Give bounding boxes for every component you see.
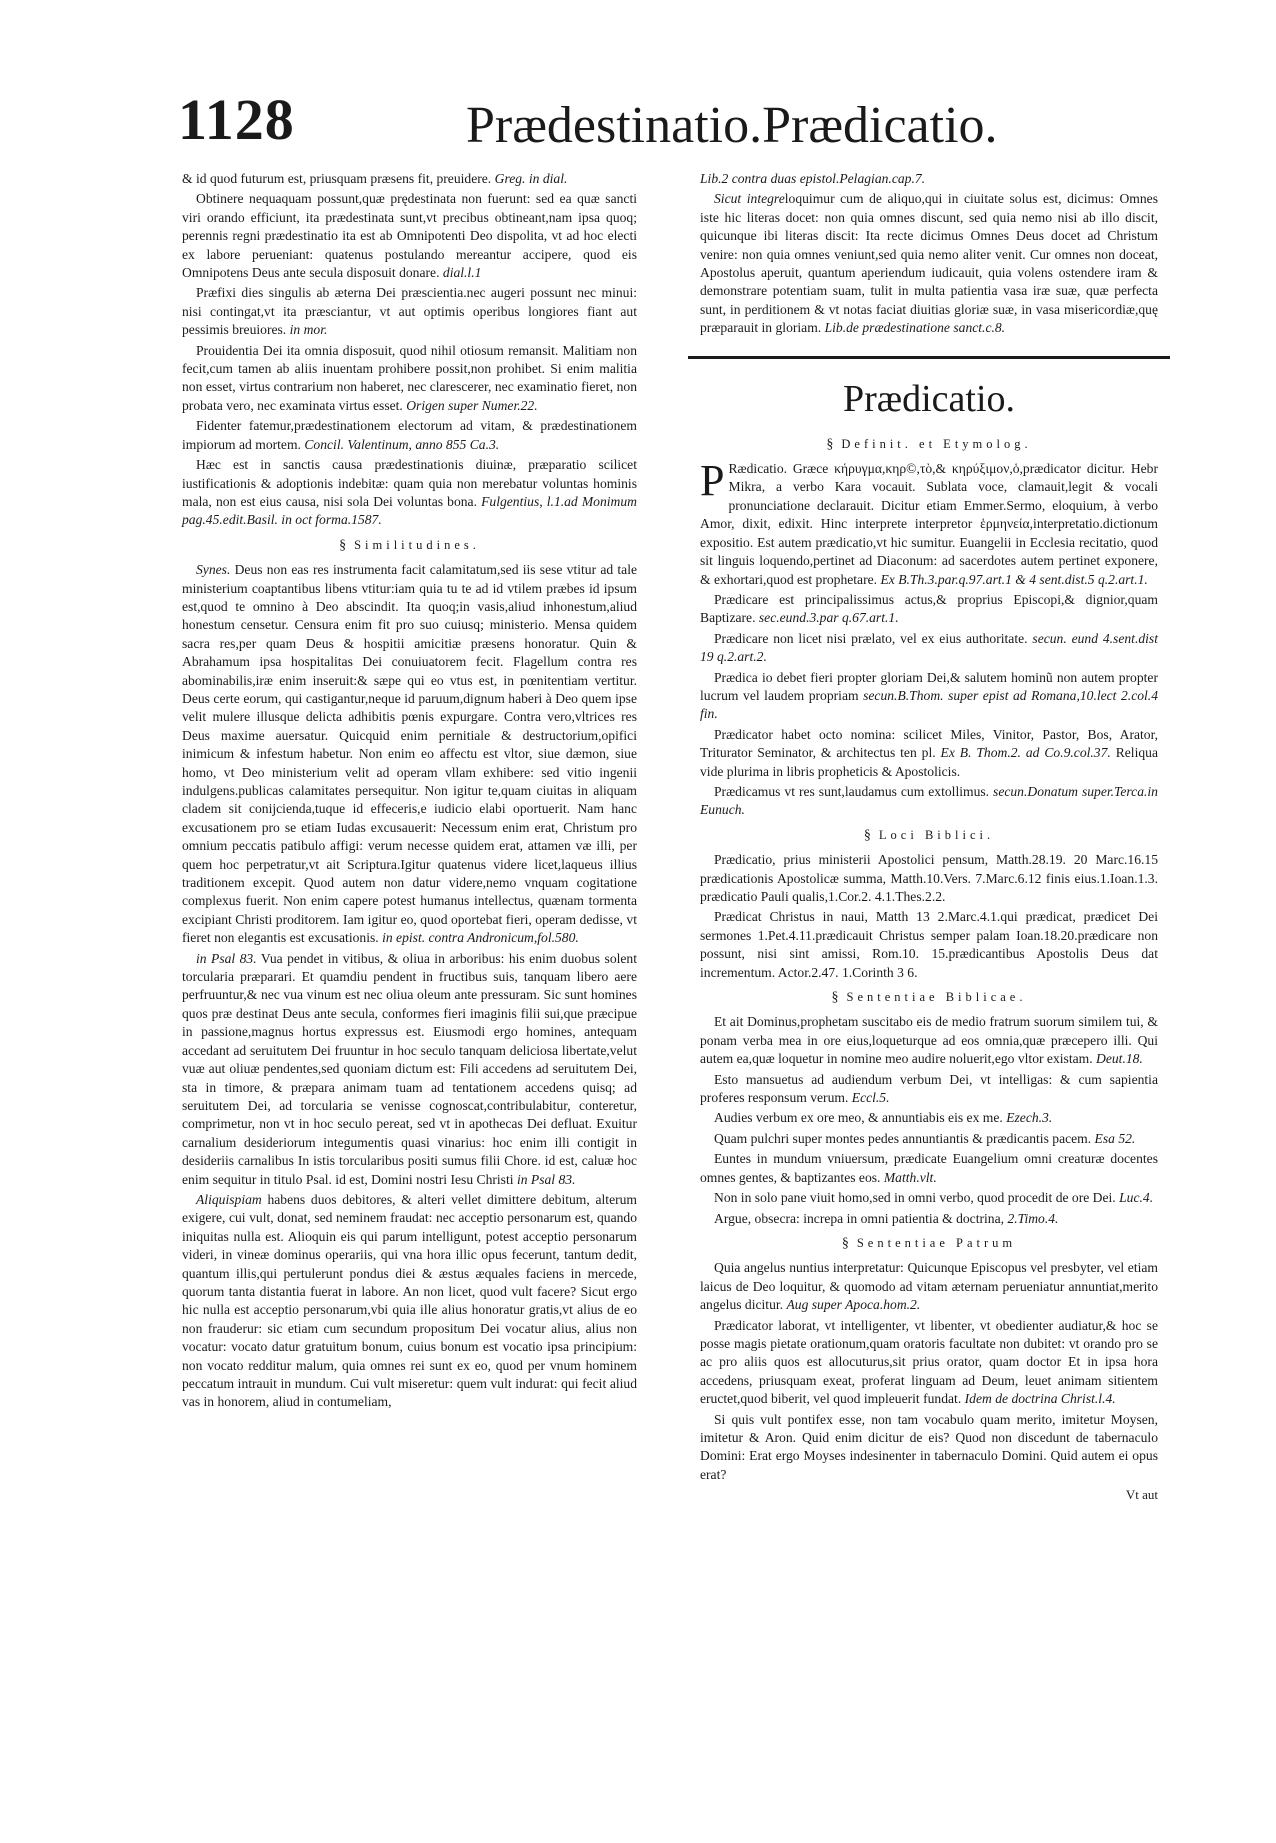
citation: Concil. Valentinum, anno 855 Ca.3.: [304, 436, 500, 452]
paragraph: Prædica io debet fieri propter gloriam Dei,& salutem hominũ non autem propter lucrum vel laudem propriam secun.B.Thom. super epist ad Romana,10.lect 2.col.4 fin.: [700, 669, 1158, 722]
section-mark-icon: §: [831, 990, 839, 1006]
paragraph: Obtinere nequaquam possunt,quæ prędestinata non fuerunt: sed ea quæ sancti viri orando efficiunt, ita prædestinata sunt,vt precibus obtineant,nam ipsa quoq; perennis regni prædestinatio ita est ab Omnipotenti Deo dispolita, vt ad hoc electi ex labore perueniant: quatenus postulando mereantur accipere, quod eis Omnipotens Deus ante secula disposuit donare. dial.l.1: [182, 191, 637, 281]
citation: Greg. in dial.: [494, 171, 568, 186]
citation: Ezech.3.: [1006, 1110, 1053, 1126]
citation: in epist. contra Andronicum,fol.580.: [382, 930, 579, 946]
section-heading: § Sententiae Biblicae.: [831, 990, 1027, 1006]
drop-cap: P: [700, 456, 725, 506]
citation: Fulgentius, l.1.ad Monimum pag.45.edit.Basil. in oct forma.1587.: [182, 493, 637, 528]
paragraph: Synes. Deus non eas res instrumenta facit calamitatum,sed iis sese vtitur ad tale ministerium coaptantibus libens vtitur:iam quia tu te ad id vtilem præbes id ipsum est,quod te omnino à Deo abscindit. Ita quoq;in vasis,aliud inhonestum,aliud honestum censetur. Censura enim fit pro suo cuiusq; ministerio. Mensa quidem sacra res,per quam Deus & hospitii amicitiæ præsens honoratur. Quin & Abrahamum ipsa hospitalitas Dei conuiuatorem fecit. Flagellum contra res abominabilis,iræ enim inseruit:& sæpe qui eo vtus est, in pœnitentiam vertitur. Deus certe eorum, qui castigantur,neque id paruum,dignum haberi à Deo quem ipse velit mulere illusque delicta adhibitis pœnis expurgare. Contra vero,vltrices res Deus maxime auersatur. Quicquid enim pernitiale & destructorium,opifici inimicum & infestum habetur. Non enim eo affectu est vltor, siue dæmon, siue homo, vt Deo ministerium velit ad operam vllam exhibere: sed vitio ingenii indulgens.publicas calamitates persequitur. Non igitur te,quam ciuitas in aliquam cladem sit conijcienda,tuque id effeceris,e iudicio elabi oportuerit. Nam hanc excusationem pro se etiam Iudas excusauerit: Necessum enim erat, Christum pro omnium peccatis patibulo affigi: verum necesse quidem erat, attamen væ illi, per quem hoc perpetratur,vt ait Scriptura.Igitur quatenus videre licet,laqueus illius traditionem excepit. Quod autem non datur videre,nemo vnquam cogitatione complexus fuerit. Non enim capere potest humanus intellectus, quænam tormenta excipiant Christi proditorem. Iam igitur eo, quod oportebat fieri, operam dedisse, vt fieret non elegantis est excusationis. in epist. contra Andronicum,fol.580.: [182, 562, 638, 946]
paragraph: Si quis vult pontifex esse, non tam vocabulo quam merito, imitetur Moysen, imitetur & Aron. Quid enim dicitur de eis? Quod non discedunt de tabernaculo Domini: Erat ergo Moyses indesinenter in tabernaculo Domini. Quid autem ei opus erat?: [700, 1411, 1158, 1482]
catchword: Vt aut: [1125, 1487, 1158, 1503]
section-mark-icon: §: [339, 537, 347, 553]
paragraph: Argue, obsecra: increpa in omni patientia & doctrina, 2.Timo.4.: [714, 1210, 1059, 1226]
paragraph: Sicut integreloquimur cum de aliquo,qui in ciuitate solus est, dicimus: Omnes iste hic literas docet: non quia omnes discunt, sed quia nemo nisi ab illo discit, quicunque ibi literas discit: Ita recte dicimus Omnes Deus docet ad Christum venire: non quia omnes veniunt,sed quia nemo aliter venit. Cur omnes non doceat, Apostolus aperuit, quantum aperiendum iudicauit, quia volens ostendere iram & demonstrare potentiam suam, tulit in multa patientia vasa iræ suæ, quæ perfecta sunt, in perditionem & vt notas faciat diuitias gloriæ suæ, in vasa misericordiæ,quę præparauit in gloriam. Lib.de prædestinatione sanct.c.8.: [700, 191, 1158, 336]
section-heading: § Loci Biblici.: [863, 827, 995, 843]
citation: Esa 52.: [1094, 1130, 1136, 1146]
citation: Sicut integre: [714, 191, 785, 207]
citation: Idem de doctrina Christ.l.4.: [964, 1391, 1116, 1407]
page-number: 1128: [178, 87, 295, 152]
paragraph: Fidenter fatemur,prædestinationem electorum ad vitam, & prædestinationem impiorum ad mortem. Concil. Valentinum, anno 855 Ca.3.: [182, 418, 637, 452]
section-divider: [688, 356, 1170, 359]
article-title: Prædicatio.: [842, 377, 1016, 420]
section-mark-icon: §: [826, 436, 834, 452]
citation: in mor.: [289, 322, 328, 338]
citation: Eccl.5.: [851, 1090, 890, 1106]
citation: secun.B.Thom. super epist ad Romana,10.lect 2.col.4 fin.: [700, 687, 1158, 722]
section-mark-icon: §: [863, 827, 871, 843]
citation: in Psal 83.: [196, 950, 257, 966]
citation: secun.Donatum super.Terca.in Eunuch.: [700, 783, 1158, 818]
citation: Ex B. Thom.2. ad Co.9.col.37.: [940, 745, 1111, 761]
paragraph: P Rædicatio. Græce κήρυγμα,κηρ©,τὸ,& κηρύξιμον,ὁ,prædicator dicitur. Hebr Mikra, a verbo Kara vocauit. Sublata voce, clamauit,legit & vocali pronunciatione declarauit. Dicitur etiam Emmer.Sermo, eloquium, à verbo Amor, dixit, edixit. Hinc interprete interpretor ἑρμηνεία,interpretatio.dictionum expositio. Est autem prædicatio,vt hic sumitur. Euangelii in Ecclesia recitatio, quod sit linguis loquendo,pertinet ad Diaconum: ad sacerdotes autem pertinet exponere, & exhortari,quod est prophetare. Ex B.Th.3.par.q.97.art.1 & 4 sent.dist.5 q.2.art.1.: [700, 456, 1158, 587]
citation: Deut.18.: [1096, 1051, 1143, 1067]
citation: Synes.: [196, 562, 231, 578]
paragraph: Præfixi dies singulis ab æterna Dei præscientia.nec augeri possunt nec minui: nisi contingat,vt ita præsciantur, vt aut optimis operibus longiores fiant aut pessimis breuiores. in mor.: [182, 285, 637, 338]
section-heading: § Definit. et Etymolog.: [826, 436, 1032, 452]
paragraph: Prouidentia Dei ita omnia disposuit, quod nihil otiosum remansit. Malitiam non fecit,cum tamen ab aliis inuentam prohibere possit,non prohibet. Si enim malitia non esset, virtus contrarium non haberet, nec clarescerer, nec examinatio fieret, non probata vero, nec examinata virtus esset. Origen super Numer.22.: [182, 342, 637, 413]
paragraph: Non in solo pane viuit homo,sed in omni verbo, quod procedit de ore Dei. Luc.4.: [714, 1190, 1154, 1206]
paragraph: Euntes in mundum vniuersum, prædicate Euangelium omni creaturæ docentes omnes gentes, & baptizantes eos. Matth.vlt.: [700, 1151, 1158, 1185]
paragraph: Esto mansuetus ad audiendum verbum Dei, vt intelligas: & cum sapientia proferes responsum verum. Eccl.5.: [700, 1071, 1158, 1106]
citation: Matth.vlt.: [883, 1169, 937, 1185]
paragraph: [700, 170, 1158, 188]
section-heading: § Similitudines.: [339, 537, 480, 553]
citation: in Psal 83.: [516, 1171, 576, 1187]
citation: Lib.2 contra duas epistol.Pelagian.cap.7.: [700, 171, 926, 186]
citation: Origen super Numer.22.: [406, 397, 538, 413]
paragraph: Audies verbum ex ore meo, & annuntiabis eis ex me. Ezech.3.: [714, 1110, 1053, 1126]
paragraph: Prædicamus vt res sunt,laudamus cum extollimus. secun.Donatum super.Terca.in Eunuch.: [700, 783, 1158, 818]
citation: secun. eund 4.sent.dist 19 q.2.art.2.: [700, 630, 1158, 665]
paragraph: Prædicare non licet nisi prælato, vel ex eius authoritate. secun. eund 4.sent.dist 19 q.2.art.2.: [700, 630, 1158, 665]
paragraph: Hæc est in sanctis causa prædestinationis diuinæ, præparatio scilicet iustificationis & adoptionis indebitæ: quam quia non merebatur voluntas hominis mala, non est eius causa, nisi sola Dei voluntas bona. Fulgentius, l.1.ad Monimum pag.45.edit.Basil. in oct forma.1587.: [182, 457, 637, 528]
section-mark-icon: §: [841, 1235, 849, 1251]
citation: dial.l.1: [442, 265, 482, 281]
paragraph: Prædicare est principalissimus actus,& proprius Episcopi,& dignior,quam Baptizare. sec.eund.3.par q.67.art.1.: [700, 591, 1158, 626]
paragraph: in Psal 83. Vua pendet in vitibus, & oliua in arboribus: his enim duobus solent torcularia præparari. Et quamdiu pendent in fructibus suis, tanquam libero aere perfruuntur,& nec vua vinum est nec oliua oleum ante pressuram. Sic sunt homines quos præ destinat Deus ante secula, conformes fieri imaginis filii sui,que præcipue in passione,magnus hortus expressus est. Eiusmodi ergo homines, antequam accedant ad seruitutem Dei fruuntur in hoc seculo tanquam deliciosa libertate,velut vuæ aut oliuæ pendentes,sed quoniam dictum est: Fili accedens ad seruitutem Dei, sta in timore, & præpara animam tuam ad tentationem accedens quisq; ad seruitutem Dei, ad torcularia se venisse cognoscat,contribulabitur, conteretur, comprimetur, non vt in hoc seculo pereat, sed vt in apothecas Dei defluat. Exuitur carnalium desideriorum integumentis quasi vinarius: hoc enim illi contigit in desideriis carnalibus In istis torcularibus positi sumus filii Chore. id est, caluæ hoc enim sequitur in titulo Psal. id est, Domini nostri Iesu Christi in Psal 83.: [182, 950, 637, 1187]
citation: Aliquispiam: [196, 1191, 262, 1207]
paragraph: Aliquispiam habens duos debitores, & alteri vellet dimittere debitum, alterum exigere, cui vult, donat, sed neminem fraudat: nec acceptio personarum est, quando iniquitas nulla est. Alioquin eis qui parum intelligunt, potest acceptio personarum videri, in vineæ dominus operariis, qui vna hora illic opus fecerunt, tantum dedit, quantum illis,qui pertulerunt pondus diei & æstus æquales faciens in mercede, quorum tanta distantia fuerat in labore. An non licet, quod vult facere? Sicut ergo hic nulla est acceptio personarum,vbi quia ille alius honoratur gratis,vt alius de eo non frauderur: sic etiam cum secundum propositum Dei vocatur alius, alius non vocatur: vocato datur gratuitum bonum, cuius bonum est vocatio ipsa principium: non vocato redditur malum, quia omnes rei sunt ex eo, quod per vnum hominem peccatum intrauit in mundum. Cui vult miseretur: quem vult indurat: qui fecit aliud vas in honorem, aliud in contumeliam,: [182, 1191, 637, 1410]
right-column: [700, 170, 1158, 1505]
citation: Lib.de prædestinatione sanct.c.8.: [824, 320, 1006, 336]
section-heading: § Sententiae Patrum: [841, 1235, 1017, 1251]
paragraph: Prædicat Christus in naui, Matth 13 2.Marc.4.1.qui prædicat, prædicet Dei sermones 1.Pet.4.11.prædicauit Christus semper palam Ioan.18.20.prædicare non possunt, nisi sint amissi, Rom.10. 15.prædicantibus Apostolis Deus dat incrementum. Actor.2.47. 1.Corinth 3 6.: [700, 909, 1158, 980]
paragraph: Quia angelus nuntius interpretatur: Quicunque Episcopus vel presbyter, vel etiam laicus de Deo loquitur, & quomodo ad vitam æternam perueniatur annuntiat,merito angelus dicitur. Aug super Apoca.hom.2.: [700, 1260, 1158, 1313]
paragraph: Et ait Dominus,prophetam suscitabo eis de medio fratrum suorum similem tui, & ponam verba mea in ore eius,loqueturque ad eos omnia,quæ præcepero illi. Qui autem ea,quæ loquetur in nomine meo audire noluerit,ego vltor existam. Deut.18.: [700, 1014, 1158, 1067]
left-column: [182, 170, 637, 1414]
paragraph: Prædicatio, prius ministerii Apostolici pensum, Matth.28.19. 20 Marc.16.15 prædicationis Apostolicæ summa, Matth.10.Vers. 7.Marc.6.12 finis eius.1.Ioan.1.3. prædicatio Pauli qualis,1.Cor.2. 4.1.Thes.2.2.: [700, 852, 1158, 904]
citation: sec.eund.3.par q.67.art.1.: [758, 610, 899, 626]
citation: Luc.4.: [1119, 1190, 1154, 1206]
citation: Ex B.Th.3.par.q.97.art.1 & 4 sent.dist.5 q.2.art.1.: [880, 571, 1148, 587]
paragraph: Prædicator laborat, vt intelligenter, vt libenter, vt obedienter audiatur,& hoc se posse magis pietate orationum,quam oratoris facultate non dubitet: vt orando pro se ac pro aliis quos est allocuturus,sit prius orator, quam doctor Et in ipsa hora accedens, priusquam exeat, proferat linguam ad Deum, leuet animam sitientem eructet,quod biberit, vel quod impleuerit fundat. Idem de doctrina Christ.l.4.: [700, 1317, 1158, 1407]
paragraph: & id quod futurum est, priusquam præsens fit, preuidere. Greg. in dial.: [182, 171, 568, 186]
paragraph: Quam pulchri super montes pedes annuntiantis & prædicantis pacem. Esa 52.: [714, 1130, 1136, 1146]
citation: Aug super Apoca.hom.2.: [786, 1297, 921, 1313]
paragraph: Prædicator habet octo nomina: scilicet Miles, Vinitor, Pastor, Bos, Arator, Triturator Seminator, & architectus ten pl. Ex B. Thom.2. ad Co.9.col.37. Reliqua vide plurima in libris propheticis & Apostolicis.: [700, 726, 1158, 779]
running-title: Prædestinatio.Prædicatio.: [466, 97, 998, 154]
citation: 2.Timo.4.: [1007, 1210, 1059, 1226]
